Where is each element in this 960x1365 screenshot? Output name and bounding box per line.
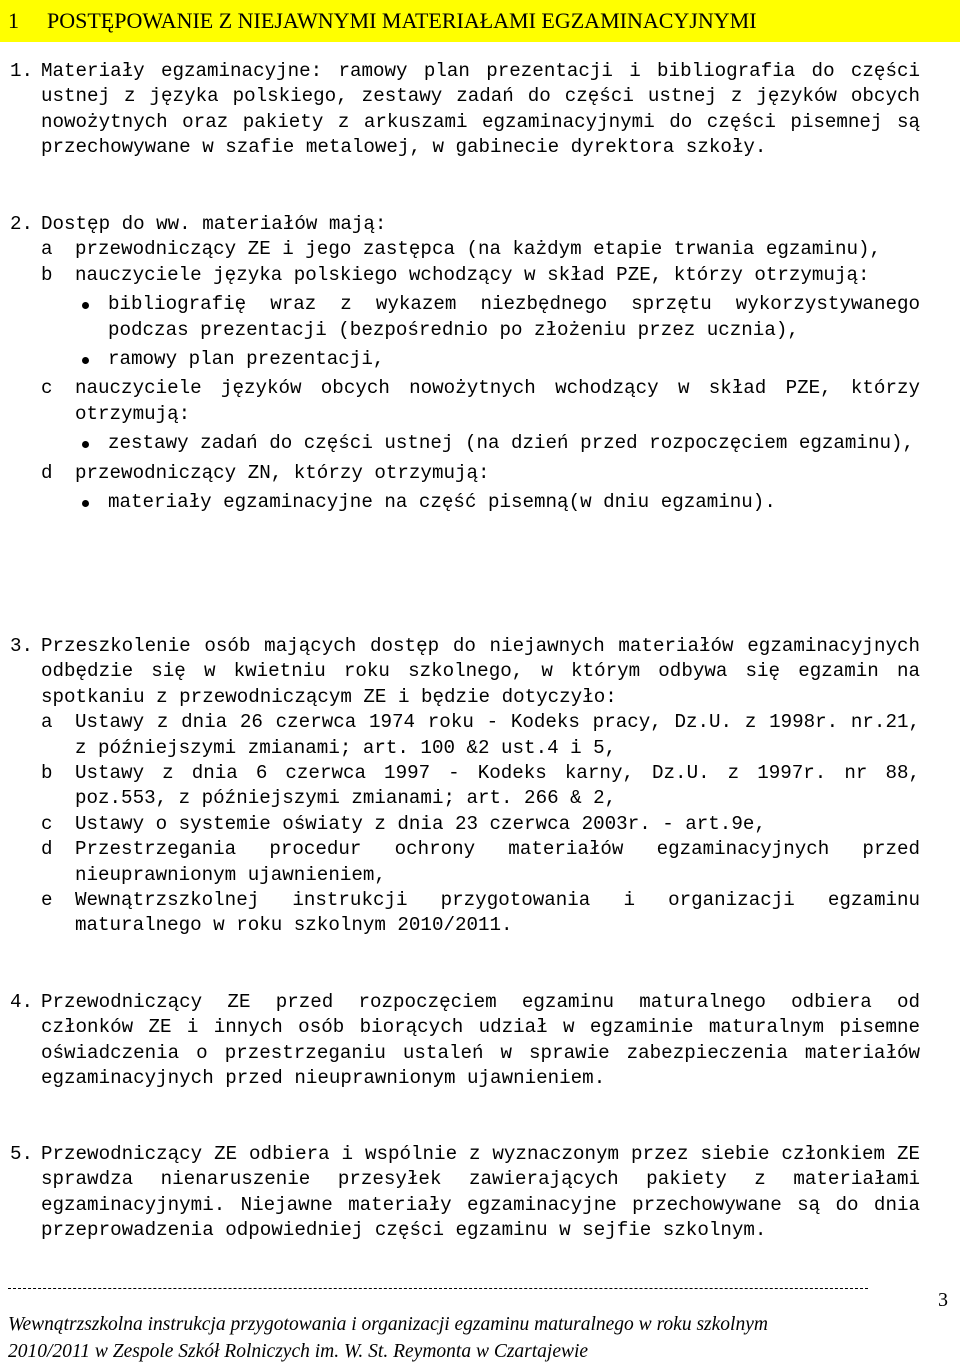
list-letter: b (41, 263, 53, 286)
bullet-text: bibliografię wraz z wykazem niezbędnego sprzętu wykorzystywanego podczas prezentacji (bezpośrednio po złożeniu przez ucznia), (108, 293, 920, 341)
bullet-item (108, 431, 920, 456)
paragraph-intro: Przeszkolenie osób mających dostęp do niejawnych materiałów egzaminacyjnych odbędzie się w kwietniu roku szkolnego, w którym odbywa się egzamin na spotkaniu z przewodniczącym ZE i będzie dotyczyło: (41, 635, 920, 708)
bullet-item (108, 292, 920, 343)
footer-line-2: 2010/2011 w Zespole Szkół Rolniczych im. W. St. Reymonta w Czartajewie (8, 1341, 589, 1362)
bullet-text: materiały egzaminacyjne na część pisemną(w dniu egzaminu). (108, 491, 776, 514)
list-text: nauczyciele języków obcych nowożytnych wchodzący w skład PZE, którzy otrzymują: (75, 377, 920, 425)
list-item-c (41, 812, 920, 837)
bullet-icon (82, 357, 89, 364)
bullet-icon (82, 500, 89, 507)
paragraph-number: 5. (10, 1143, 34, 1165)
list-text: nauczyciele języka polskiego wchodzący w skład PZE, którzy otrzymują: (75, 263, 870, 286)
heading-title: POSTĘPOWANIE Z NIEJAWNYMI MATERIAŁAMI EGZAMINACYJNYMI (47, 8, 757, 33)
list-item-a (41, 710, 920, 761)
paragraph-text: Przewodniczący ZE przed rozpoczęciem egzaminu maturalnego odbiera od członków ZE i innych osób biorących udział w egzaminie maturalnym pisemne oświadczenia o przestrzeganiu ustaleń w sprawie zabezpieczenia materiałów egzaminacyjnych przed nieuprawnionym ujawnieniem. (41, 991, 920, 1090)
list-letter: b (41, 762, 53, 785)
heading-number: 1 (8, 8, 19, 33)
list-text: Ustawy z dnia 26 czerwca 1974 roku - Kodeks pracy, Dz.U. z 1998r. nr.21, z późniejszymi zmianami; art. 100 &2 ust.4 i 5, (75, 711, 920, 759)
paragraph-intro: Dostęp do ww. materiałów mają: (41, 213, 387, 235)
paragraph-number: 2. (10, 213, 34, 235)
bullet-icon (82, 441, 89, 448)
paragraph-number: 1. (10, 60, 34, 82)
list-letter: c (41, 812, 53, 835)
paragraph-3 (10, 634, 920, 939)
list-text: Ustawy o systemie oświaty z dnia 23 czerwca 2003r. - art.9e, (75, 812, 766, 835)
paragraph-5 (10, 1142, 920, 1244)
list-text: Wewnątrzszkolnej instrukcji przygotowania i organizacji egzaminu maturalnego w roku szkolnym 2010/2011. (75, 889, 920, 937)
paragraph-4 (10, 990, 920, 1092)
list-item-d (41, 837, 920, 888)
list-text: przewodniczący ZE i jego zastępca (na każdym etapie trwania egzaminu), (75, 238, 882, 261)
list-letter: e (41, 889, 53, 912)
list-letter: a (41, 238, 53, 261)
bullet-text: zestawy zadań do części ustnej (na dzień przed rozpoczęciem egzaminu), (108, 432, 915, 455)
list-letter: a (41, 711, 53, 734)
list-text: Przestrzegania procedur ochrony materiałów egzaminacyjnych przed nieuprawnionym ujawnieniem, (75, 838, 920, 886)
bullet-item (108, 347, 920, 372)
footer-divider (8, 1288, 868, 1289)
paragraph-1 (10, 59, 920, 161)
bullet-icon (82, 302, 89, 309)
list-letter: d (41, 838, 53, 861)
section-heading (0, 0, 960, 42)
list-item-b (41, 761, 920, 812)
bullet-text: ramowy plan prezentacji, (108, 348, 385, 371)
paragraph-2 (10, 212, 920, 519)
paragraph-number: 4. (10, 991, 34, 1013)
list-text: Ustawy z dnia 6 czerwca 1997 - Kodeks karny, Dz.U. z 1997r. nr 88, poz.553, z późniejszymi zmianami; art. 266 & 2, (75, 762, 920, 810)
list-letter: d (41, 461, 53, 484)
list-item-a (41, 237, 920, 262)
list-text: przewodniczący ZN, którzy otrzymują: (75, 461, 490, 484)
page-number: 3 (938, 1289, 948, 1311)
page-footer (8, 1311, 908, 1365)
list-item-c (41, 376, 920, 427)
list-item-b (41, 263, 920, 288)
bullet-item (108, 490, 920, 515)
paragraph-number: 3. (10, 635, 34, 657)
list-letter: c (41, 377, 53, 400)
list-item-d (41, 461, 920, 486)
paragraph-text: Przewodniczący ZE odbiera i wspólnie z wyznaczonym przez siebie członkiem ZE sprawdza nienaruszenie przesyłek zawierających pakiety z materiałami egzaminacyjnymi. Niejawne materiały egzaminacyjne przechowywane są do dnia przeprowadzenia odpowiedniej części egzaminu w sejfie szkolnym. (41, 1143, 920, 1242)
footer-line-1: Wewnątrzszkolna instrukcja przygotowania i organizacji egzaminu maturalnego w roku szkolnym (8, 1314, 768, 1335)
list-item-e (41, 888, 920, 939)
paragraph-text: Materiały egzaminacyjne: ramowy plan prezentacji i bibliografia do części ustnej z języka polskiego, zestawy zadań do części ustnej z języków obcych nowożytnych oraz pakiety z arkuszami egzaminacyjnymi do części pisemnej są przechowywane w szafie metalowej, w gabinecie dyrektora szkoły. (41, 60, 920, 159)
